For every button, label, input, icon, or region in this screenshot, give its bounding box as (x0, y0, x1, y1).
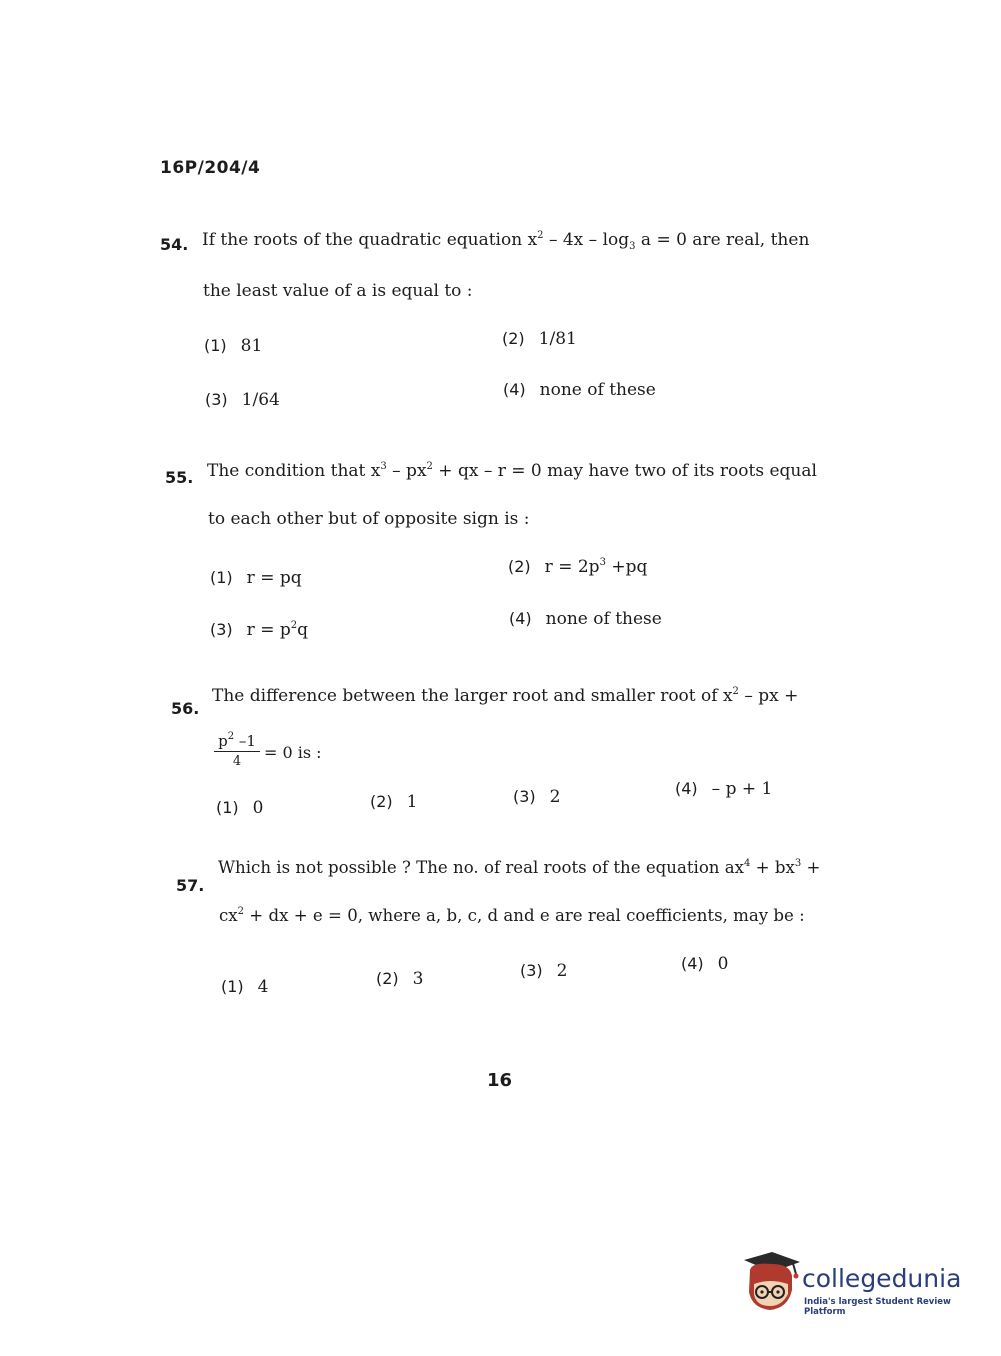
option-2: (2) $r = 2p^3 +pq$ (508, 557, 648, 577)
logo-tagline: India's largest Student Review Platform (804, 1297, 951, 1317)
option-2: (2) 3 (376, 969, 424, 989)
fraction (214, 732, 260, 769)
option-1: (1) r = pq (210, 568, 302, 588)
option-3: (3) $r = p^2q$ (210, 620, 308, 640)
question-text-line1: Which is not possible ? The no. of real roots of the equation $ax^4 + bx^3$ + (218, 858, 821, 877)
option-2: (2) 1/81 (502, 329, 577, 349)
option-4: (4) 0 (681, 954, 729, 974)
option-3: (3) 2 (520, 961, 568, 981)
question-text-line2: to each other but of opposite sign is : (208, 509, 530, 529)
fraction-denominator: 4 (232, 754, 242, 769)
option-1: (1) 0 (216, 798, 264, 818)
question-text-line1: The difference between the larger root and smaller root of $x^2$ – px + (212, 686, 799, 706)
question-text-line1: The condition that $x^3 - px^2$ + qx – r = 0 may have two of its roots equal (207, 461, 817, 481)
option-1: (1) 81 (204, 336, 263, 356)
fraction-numerator: $p^2$ –1 (214, 732, 260, 752)
option-4: (4) none of these (503, 380, 656, 400)
option-1: (1) 4 (221, 977, 269, 997)
option-4: (4) – p + 1 (675, 779, 773, 799)
paper-code: 16P/204/4 (160, 158, 261, 178)
question-number: 56. (171, 699, 200, 718)
option-2: (2) 1 (370, 792, 418, 812)
question-text-line2: $cx^2$ + dx + e = 0, where a, b, c, d and e are real coefficients, may be : (219, 906, 805, 925)
page-number: 16 (487, 1070, 513, 1091)
question-number: 57. (176, 876, 205, 895)
question-text-line2: = 0 is : (264, 743, 322, 762)
question-number: 54. (160, 235, 189, 254)
option-3: (3) 1/64 (205, 390, 280, 410)
question-number: 55. (165, 468, 194, 487)
option-4: (4) none of these (509, 609, 662, 629)
question-text-line2: the least value of a is equal to : (203, 281, 473, 301)
option-3: (3) 2 (513, 787, 561, 807)
collegedunia-logo (742, 1250, 972, 1320)
logo-brand-name: collegedunia (802, 1264, 962, 1293)
mascot-icon (742, 1250, 800, 1316)
question-text-line1: If the roots of the quadratic equation $x^2 - 4x - \log_3 a = 0$ are real, then (202, 230, 810, 252)
